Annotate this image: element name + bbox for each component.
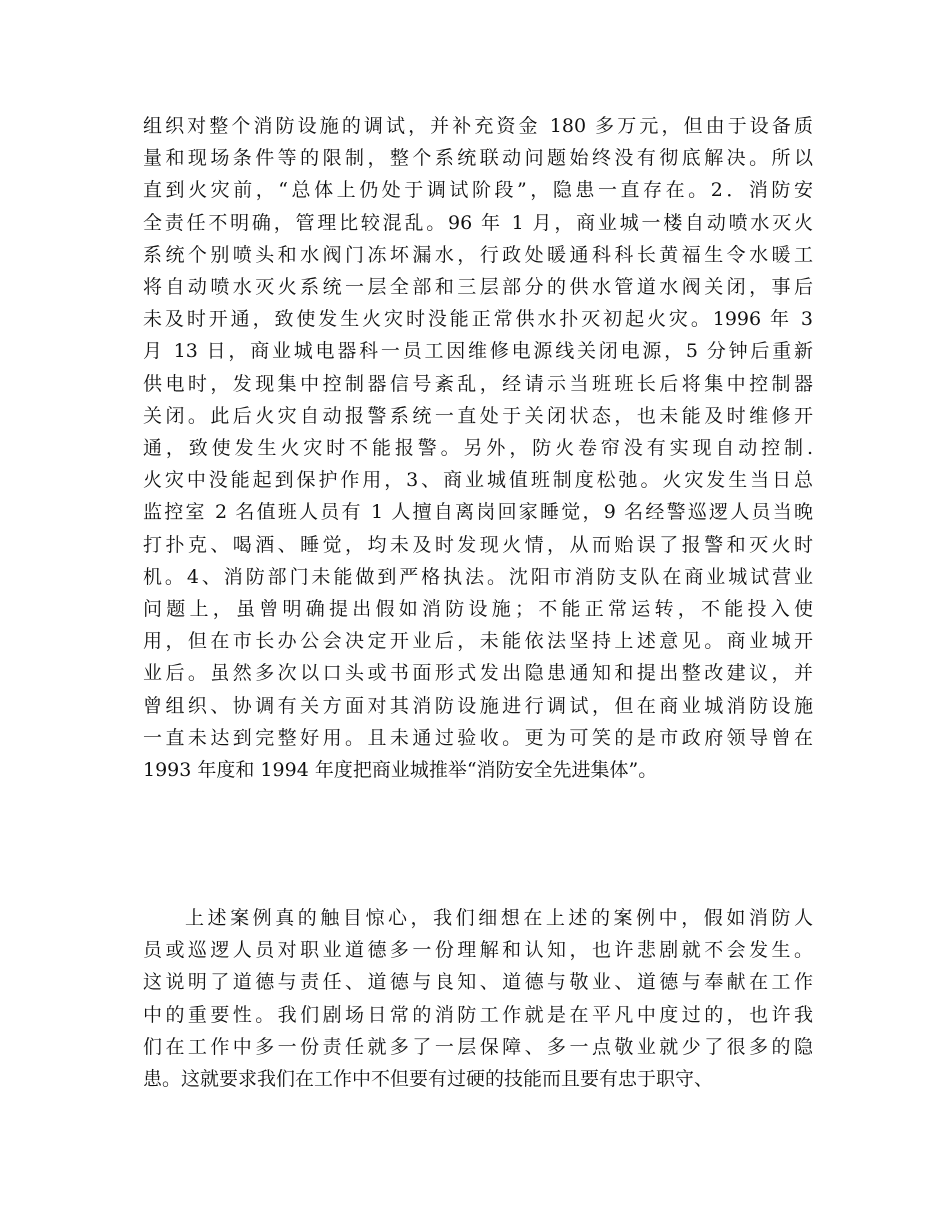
text-line: 全责任不明确，管理比较混乱。96 年 1 月，商业城一楼自动喷水灭火	[143, 211, 813, 234]
text-line: 监控室 2 名值班人员有 1 人擅自离岗回家睡觉，9 名经警巡逻人员当晚	[143, 501, 813, 524]
text-line: 未及时开通，致使发生火灾时没能正常供水扑灭初起火灾。1996 年 3	[143, 308, 813, 331]
text-line: 这说明了道德与责任、道德与良知、道德与敬业、道德与奉献在工作	[143, 971, 813, 994]
text-line: 通，致使发生火灾时不能报警。另外，防火卷帘没有实现自动控制.	[143, 437, 813, 459]
text-line: 们在工作中多一份责任就多了一层保障、多一点敬业就少了很多的隐	[143, 1035, 813, 1058]
text-line: 业后。虽然多次以口头或书面形式发出隐患通知和提出整改建议，并	[143, 662, 813, 685]
text-line: 1993 年度和 1994 年度把商业城推举“消防安全先进集体”。	[143, 759, 658, 781]
text-line: 供电时，发现集中控制器信号紊乱，经请示当班班长后将集中控制器	[143, 372, 813, 395]
text-line: 打扑克、喝酒、睡觉，均未及时发现火情，从而贻误了报警和灭火时	[143, 533, 813, 556]
text-line: 问题上，虽曾明确提出假如消防设施；不能正常运转，不能投入使	[143, 598, 813, 620]
text-line: 一直未达到完整好用。且未通过验收。更为可笑的是市政府领导曾在	[143, 726, 813, 749]
text-line: 患。这就要求我们在工作中不但要有过硬的技能而且要有忠于职守、	[143, 1068, 714, 1090]
text-line: 量和现场条件等的限制，整个系统联动问题始终没有彻底解决。所以	[143, 147, 813, 170]
text-line: 直到火灾前，“总体上仍处于调试阶段”，隐患一直存在。2．消防安	[143, 179, 813, 202]
text-line: 上述案例真的触目惊心，我们细想在上述的案例中，假如消防人	[185, 907, 813, 929]
text-line: 员或巡逻人员对职业道德多一份理解和认知，也许悲剧就不会发生。	[143, 939, 813, 962]
text-line: 将自动喷水灭火系统一层全部和三层部分的供水管道水阀关闭，事后	[143, 276, 813, 298]
text-line: 机。4、消防部门未能做到严格执法。沈阳市消防支队在商业城试营业	[143, 565, 813, 588]
text-line: 系统个别喷头和水阀门冻坏漏水，行政处暖通科科长黄福生令水暖工	[143, 243, 813, 266]
text-line: 火灾中没能起到保护作用，3、商业城值班制度松弛。火灾发生当日总	[143, 469, 813, 492]
text-line: 组织对整个消防设施的调试，并补充资金 180 多万元，但由于设备质	[143, 115, 813, 137]
text-line: 用，但在市长办公会决定开业后，未能依法坚持上述意见。商业城开	[143, 630, 813, 653]
text-line: 曾组织、协调有关方面对其消防设施进行调试，但在商业城消防设施	[143, 694, 813, 717]
text-line: 中的重要性。我们剧场日常的消防工作就是在平凡中度过的，也许我	[143, 1003, 813, 1026]
text-line: 月 13 日，商业城电器科一员工因维修电源线关闭电源，5 分钟后重新	[143, 340, 813, 363]
text-line: 关闭。此后火灾自动报警系统一直处于关闭状态，也未能及时维修开	[143, 404, 813, 427]
